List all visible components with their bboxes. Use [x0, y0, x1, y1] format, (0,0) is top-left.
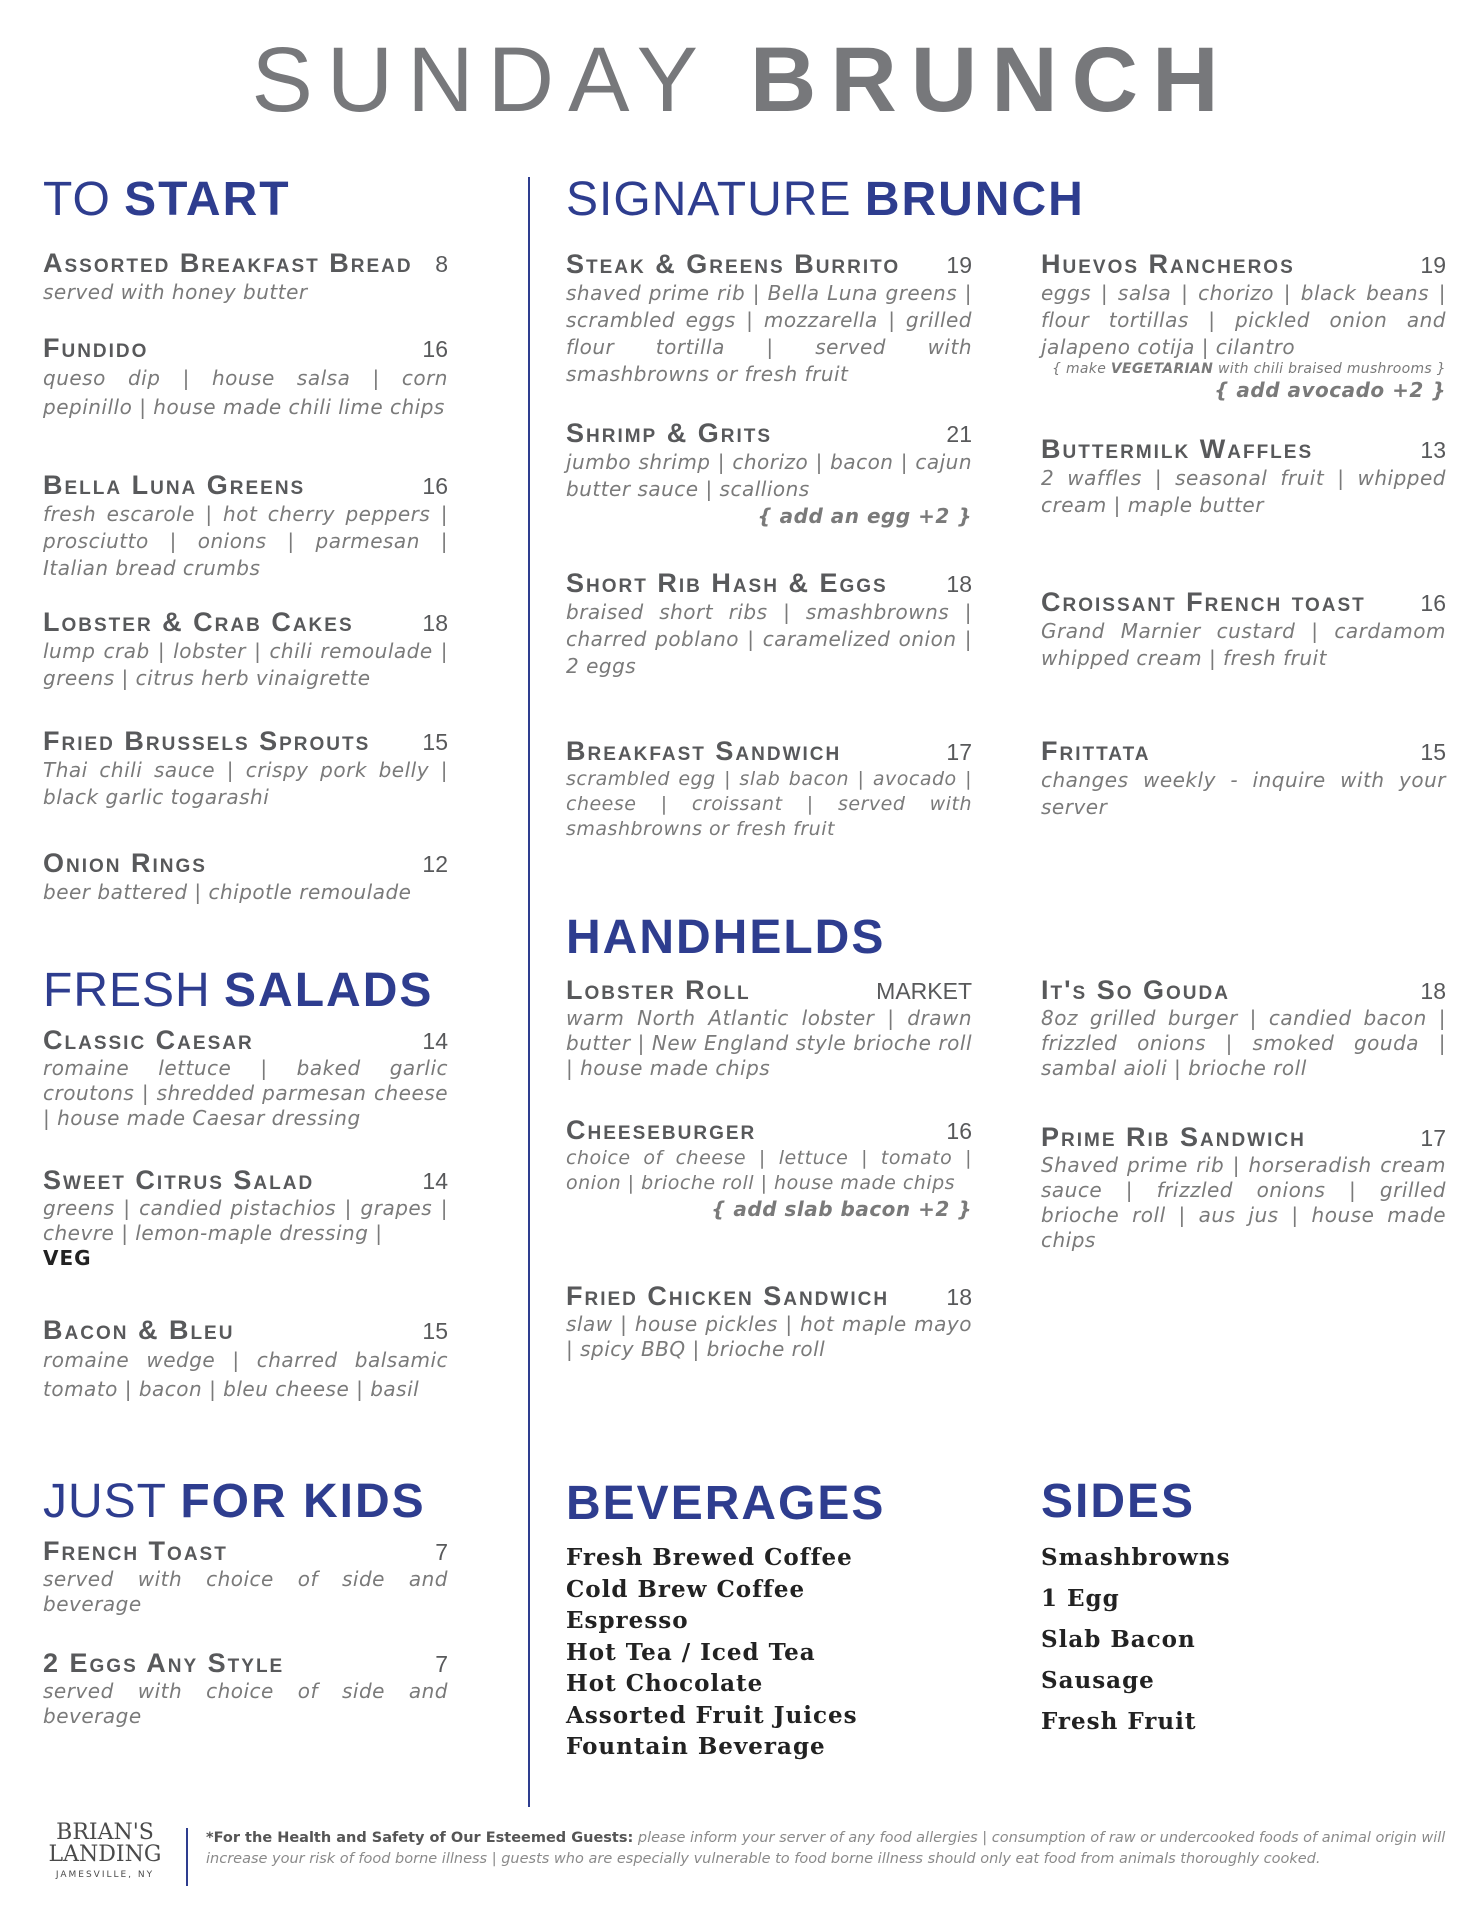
menu-item [43, 333, 448, 422]
item-price: 18 [422, 610, 448, 636]
item-price: 7 [435, 1539, 448, 1565]
list-item: Hot Chocolate [566, 1670, 764, 1697]
item-name: Prime Rib Sandwich [1041, 1122, 1306, 1152]
item-description: braised short ribs | smashbrowns | charred poblano | caramelized onion | 2 eggs [566, 600, 972, 678]
item-name: Steak & Greens Burrito [566, 249, 901, 279]
item-name: Short Rib Hash & Eggs [566, 568, 888, 598]
item-description: 2 waffles | seasonal fruit | whipped cream | maple butter [1041, 466, 1446, 517]
item-description: warm North Atlantic lobster | drawn butter | New England style brioche roll | house made chips [566, 1006, 972, 1080]
item-description: served with choice of side and beverage [43, 1567, 448, 1616]
list-item: Slab Bacon [1041, 1626, 1196, 1653]
item-name: Buttermilk Waffles [1041, 434, 1314, 464]
item-name: Huevos Rancheros [1041, 249, 1295, 279]
item-description: beer battered | chipotle remoulade [43, 880, 412, 904]
list-item: Cold Brew Coffee [566, 1575, 806, 1603]
menu-item [43, 1648, 448, 1729]
item-name: Lobster Roll [566, 975, 751, 1005]
item-name: Breakfast Sandwich [566, 736, 842, 766]
item-description: changes weekly - inquire with your server [1041, 768, 1446, 819]
menu-item [566, 1115, 972, 1223]
menu-item [1041, 249, 1446, 404]
item-description: Grand Marnier custard | cardamom whipped cream | fresh fruit [1041, 619, 1446, 670]
item-name: Fried Chicken Sandwich [566, 1281, 890, 1311]
menu-item [1041, 1122, 1446, 1253]
item-price: 15 [1420, 739, 1446, 765]
item-description: choice of cheese | lettuce | tomato | onion | brioche roll | house made chips [566, 1147, 972, 1194]
menu-item [43, 248, 448, 306]
item-price: 13 [1420, 437, 1446, 463]
health-notice: *For the Health and Safety of Our Esteemed Guests: please inform your server of any food allergies | consumption of raw or undercooked foods of animal origin will increase your risk of food borne illness | guests who are especially vulnerable to food borne illness should only eat food from animals thoroughly cooked. [206, 1830, 1446, 1867]
item-description: slaw | house pickles | hot maple mayo | spicy BBQ | brioche roll [566, 1312, 972, 1361]
menu-item [43, 848, 448, 906]
veg-tag: VEG [43, 1246, 92, 1270]
section-title-to-start: TO START [43, 173, 291, 226]
column-divider [528, 177, 530, 1807]
item-name: Assorted Breakfast Bread [43, 248, 413, 278]
page-title-bold: BRUNCH [749, 29, 1233, 131]
item-price: 18 [1420, 978, 1446, 1004]
item-price: 12 [422, 851, 448, 877]
list-item: Assorted Fruit Juices [566, 1701, 858, 1729]
menu-item [43, 607, 448, 692]
item-name: 2 Eggs Any Style [43, 1648, 285, 1678]
item-price: 18 [946, 1284, 972, 1310]
item-name: Bella Luna Greens [43, 470, 306, 500]
item-name: Sweet Citrus Salad [43, 1165, 315, 1195]
item-price: 18 [946, 571, 972, 597]
list-item: Smashbrowns [1041, 1544, 1231, 1571]
menu-item [43, 726, 448, 811]
item-name: Fried Brussels Sprouts [43, 726, 371, 756]
item-name: Onion Rings [43, 848, 207, 878]
item-name: Frittata [1041, 736, 1151, 766]
section-title-just-for-kids: JUST FOR KIDS [43, 1475, 426, 1528]
item-price: 15 [422, 1318, 448, 1344]
item-price: 17 [1420, 1125, 1446, 1151]
list-item: Fresh Brewed Coffee [566, 1544, 853, 1571]
item-price: 15 [422, 729, 448, 755]
menu-item [566, 249, 972, 388]
item-name: Bacon & Bleu [43, 1315, 235, 1345]
menu-item [566, 568, 972, 680]
brand-logo: BRIAN'S LANDING JAMESVILLE, NY [48, 1820, 162, 1880]
item-price: 16 [422, 336, 448, 362]
item-name: French Toast [43, 1536, 228, 1566]
page-title [0, 29, 1484, 131]
list-item: Fountain Beverage [566, 1733, 826, 1760]
item-add-on: { add slab bacon +2 } [711, 1197, 972, 1221]
item-description: queso dip | house salsa | corn pepinillo | house made chili lime chips [43, 366, 448, 419]
item-add-on: { add an egg +2 } [757, 504, 972, 528]
item-description: romaine wedge | charred balsamic tomato | bacon | bleu cheese | basil [43, 1348, 448, 1401]
menu-item [43, 1025, 448, 1131]
item-price: 19 [1420, 252, 1446, 278]
item-add-on: { add avocado +2 } [1214, 378, 1446, 402]
menu-item [43, 1536, 448, 1617]
item-name: Cheeseburger [566, 1115, 757, 1145]
item-price: 16 [1420, 590, 1446, 616]
item-note: { make VEGETARIAN with chili braised mushrooms } [1052, 361, 1446, 377]
item-description: shaved prime rib | Bella Luna greens | scrambled eggs | mozzarella | grilled flour tortilla | served with smashbrowns or fresh fruit [566, 281, 972, 386]
item-price: 7 [435, 1651, 448, 1677]
item-name: Croissant French toast [1041, 587, 1366, 617]
list-item: Hot Tea / Iced Tea [566, 1638, 816, 1666]
item-price: 14 [422, 1168, 448, 1194]
section-title-beverages: BEVERAGES [566, 1477, 886, 1530]
item-description: served with honey butter [43, 280, 308, 304]
section-title-handhelds: HANDHELDS [566, 911, 886, 964]
item-description: jumbo shrimp | chorizo | bacon | cajun butter sauce | scallions [566, 450, 972, 501]
menu-item [43, 1165, 448, 1270]
item-price: 21 [946, 421, 972, 447]
list-item: Sausage [1041, 1667, 1155, 1694]
footer-divider [186, 1828, 188, 1886]
section-title-signature-brunch: SIGNATURE BRUNCH [566, 173, 1085, 226]
list-item: 1 Egg [1041, 1585, 1120, 1612]
item-description: Thai chili sauce | crispy pork belly | black garlic togarashi [43, 758, 448, 809]
item-description: fresh escarole | hot cherry peppers | prosciutto | onions | parmesan | Italian bread crumbs [43, 502, 448, 580]
section-title-sides: SIDES [1041, 1475, 1196, 1528]
item-description: romaine lettuce | baked garlic croutons | shredded parmesan cheese | house made Caesar dressing [43, 1056, 448, 1130]
item-name: Fundido [43, 333, 149, 363]
menu-item [566, 975, 972, 1081]
item-price: 16 [946, 1118, 972, 1144]
item-name: Shrimp & Grits [566, 418, 773, 448]
item-description: lump crab | lobster | chili remoulade | greens | citrus herb vinaigrette [43, 639, 448, 690]
menu-item [1041, 975, 1446, 1081]
menu-item [566, 418, 972, 530]
section-title-fresh-salads: FRESH SALADS [43, 964, 434, 1017]
page-title-light: SUNDAY [251, 29, 711, 131]
list-item: Fresh Fruit [1041, 1708, 1197, 1735]
item-description: 8oz grilled burger | candied bacon | frizzled onions | smoked gouda | sambal aioli | brioche roll [1041, 1006, 1446, 1080]
menu-item [566, 1281, 972, 1362]
item-name: It's So Gouda [1041, 975, 1230, 1005]
item-price: 17 [946, 739, 972, 765]
item-description: eggs | salsa | chorizo | black beans | flour tortillas | pickled onion and jalapeno cotija | cilantro [1041, 281, 1446, 359]
item-price: 8 [435, 251, 448, 277]
item-description: greens | candied pistachios | grapes | chevre | lemon-maple dressing | [43, 1196, 448, 1245]
menu-item [43, 1315, 448, 1404]
beverage-list [566, 1542, 858, 1763]
sides-list [1041, 1537, 1231, 1742]
item-description: scrambled egg | slab bacon | avocado | cheese | croissant | served with smashbrowns or fresh fruit [566, 768, 972, 840]
menu-item [43, 470, 448, 582]
menu-item [1041, 736, 1446, 821]
item-name: Classic Caesar [43, 1025, 254, 1055]
menu-item [1041, 587, 1446, 672]
item-price: 16 [422, 473, 448, 499]
item-price: 14 [422, 1028, 448, 1054]
menu-item [1041, 434, 1446, 519]
item-price: MARKET [876, 978, 972, 1004]
menu-item [566, 736, 972, 842]
item-description: served with choice of side and beverage [43, 1679, 448, 1728]
item-description: Shaved prime rib | horseradish cream sauce | frizzled onions | grilled brioche roll | aus jus | house made chips [1041, 1153, 1446, 1252]
list-item: Espresso [566, 1607, 689, 1634]
item-price: 19 [946, 252, 972, 278]
item-name: Lobster & Crab Cakes [43, 607, 354, 637]
